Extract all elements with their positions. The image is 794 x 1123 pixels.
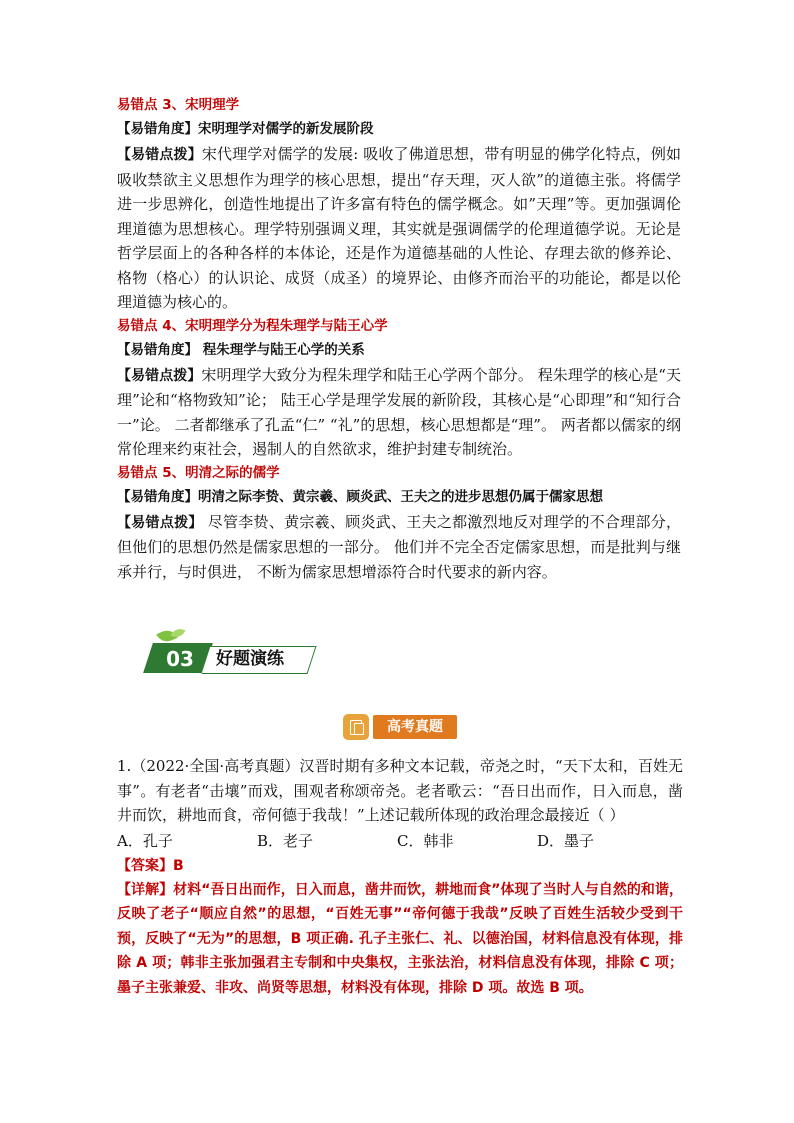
tip-text: 尽管李贽、黄宗羲、顾炎武、王夫之都激烈地反对理学的不合理部分，但他们的思想仍然是儒家思想的一部分。 他们并不完全否定儒家思想，而是批判与继承并行，与时俱进， 不断为儒家思想增添符合时代要求的新内容。: [117, 512, 682, 581]
exam-tag-label: 高考真题: [373, 715, 457, 739]
option-b: B．老子: [257, 831, 314, 850]
tip-label: 【易错点拨】: [117, 514, 203, 531]
document-icon: [343, 714, 369, 740]
question-block: [117, 754, 683, 1000]
option-c: C．韩非: [397, 831, 454, 850]
section-banner: [136, 630, 316, 676]
angle-label: 【易错角度】: [117, 341, 198, 358]
answer: [117, 854, 683, 878]
tip-text: 宋明理学大致分为程朱理学和陆王心学两个部分。 程朱理学的核心是“天理”论和“格物致知”论； 陆王心学是理学发展的新阶段，其核心是“心即理”和“知行合一”论。 二者都继承了孔孟“仁” “礼”的思想，核心思想都是“理”。 两者都以儒家的纲常伦理来约束社会，遏制人的自然欲求，维护封建专制统治。: [117, 365, 681, 458]
option-d: D．墨子: [537, 831, 595, 850]
section-title: 好题演练: [216, 649, 284, 669]
angle-label: 【易错角度】: [117, 488, 198, 505]
answer-label: 【答案】: [117, 857, 173, 874]
error-tip: [117, 363, 681, 462]
answer-value: B: [173, 857, 184, 874]
angle-text: 宋明理学对儒学的新发展阶段: [198, 121, 374, 137]
detail-text: 材料“吾日出而作，日入而息，凿井而饮，耕地而食”体现了当时人与自然的和谐，反映了老子“顺应自然”的思想，“百姓无事”“帝何德于我哉”反映了百姓生活较少受到干预，反映了“无为”的思想，B 项正确. 孔子主张仁、礼、以德治国，材料信息没有体现，排除 A 项；韩非主张加强君主专制和中央集权，主张法治，材料信息没有体现，排除 C 项；墨子主张兼爱、非攻、尚贤等思想，材料没有体现，排除 D 项。故选 B 项。: [117, 881, 684, 996]
question-stem: 1.（2022·全国·高考真题）汉晋时期有多种文本记载，帝尧之时，“天下太和，百姓无事”。有老者“击壤”而戏，围观者称颂帝尧。老者歌云：“吾日出而作，日入而息，凿井而饮，耕地而食，帝何德于我哉！”上述记载所体现的政治理念最接近（ ）: [117, 757, 683, 824]
detail-label: 【详解】: [117, 881, 174, 898]
tip-label: 【易错点拨】: [117, 367, 202, 384]
section-number: 03: [166, 647, 194, 671]
angle-text: 明清之际李贽、黄宗羲、顾炎武、王夫之的进步思想仍属于儒家思想: [198, 488, 603, 505]
error-point-title: 易错点 4、宋明理学分为程朱理学与陆王心学: [117, 317, 388, 334]
error-point-title: 易错点 3、宋明理学: [117, 97, 240, 113]
tip-label: 【易错点拨】: [117, 147, 202, 163]
error-tip: [117, 142, 681, 315]
error-tip: [117, 510, 681, 585]
tip-text: 宋代理学对儒学的发展: 吸收了佛道思想，带有明显的佛学化特点，例如吸收禁欲主义思想作为理学的核心思想，提出“存天理，灭人欲”的道德主张。将儒学进一步思辨化，创造性地提出了许多富有特色的儒学概念。如”天理”等。更加强调伦理道德为思想核心。理学特别强调义理，其实就是强调儒学的伦理道德学说。无论是哲学层面上的各种各样的本体论，还是作为道德基础的人性论、存理去欲的修养论、格物（格心）的认识论、成贤（成圣）的境界论、由修齐而治平的功能论，都是以伦理道德为核心的。: [117, 145, 682, 311]
angle-label: 【易错角度】: [117, 121, 198, 137]
error-angle: [117, 484, 681, 510]
error-angle: [117, 116, 681, 142]
angle-text: 程朱理学与陆王心学的关系: [198, 341, 365, 358]
explanation: [117, 878, 683, 1001]
error-point-title: 易错点 5、明清之际的儒学: [117, 464, 280, 481]
option-a: A．孔子: [117, 831, 173, 850]
question-options: [117, 828, 683, 854]
error-angle: [117, 337, 681, 363]
error-points-section: [117, 94, 681, 584]
exam-tag: [343, 714, 453, 740]
